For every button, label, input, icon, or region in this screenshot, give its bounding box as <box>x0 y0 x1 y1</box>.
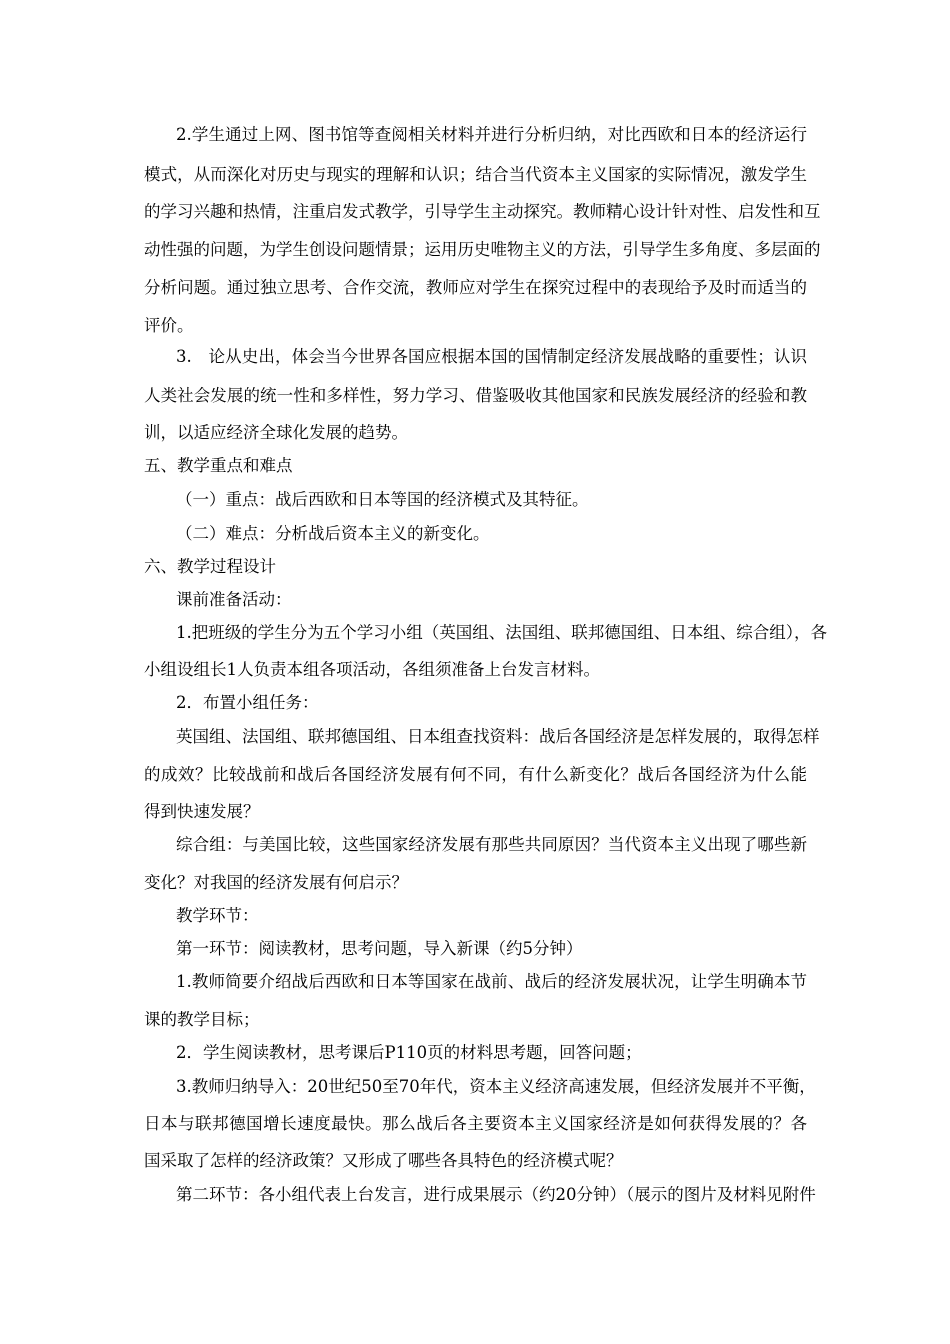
paragraph-line: 3.教师归纳导入：20世纪50至70年代，资本主义经济高速发展，但经济发展并不平衡， <box>176 1077 816 1096</box>
paragraph-line: 国采取了怎样的经济政策？又形成了哪些各具特色的经济模式呢？ <box>144 1151 623 1170</box>
paragraph-line: 课前准备活动： <box>176 590 292 609</box>
paragraph-line: 人类社会发展的统一性和多样性，努力学习、借鉴吸收其他国家和民族发展经济的经验和教 <box>144 386 807 405</box>
paragraph-line: 评价。 <box>144 316 194 335</box>
paragraph-line: 的学习兴趣和热情，注重启发式教学，引导学生主动探究。教师精心设计针对性、启发性和互 <box>144 202 821 221</box>
paragraph-line: 的成效？比较战前和战后各国经济发展有何不同，有什么新变化？战后各国经济为什么能 <box>144 765 807 784</box>
paragraph-line: 2．布置小组任务： <box>176 693 319 712</box>
paragraph-line: 动性强的问题，为学生创设问题情景；运用历史唯物主义的方法，引导学生多角度、多层面的 <box>144 240 821 259</box>
paragraph-line: 教学环节： <box>176 906 259 925</box>
paragraph-line: 1.教师简要介绍战后西欧和日本等国家在战前、战后的经济发展状况，让学生明确本节 <box>176 972 807 991</box>
paragraph-line: 得到快速发展？ <box>144 802 260 821</box>
section-heading: 五、教学重点和难点 <box>144 456 293 475</box>
paragraph-line: 模式，从而深化对历史与现实的理解和认识；结合当代资本主义国家的实际情况，激发学生 <box>144 165 807 184</box>
paragraph-line: 小组设组长1人负责本组各项活动，各组须准备上台发言材料。 <box>144 660 600 679</box>
paragraph-line: 2．学生阅读教材，思考课后P110页的材料思考题，回答问题； <box>176 1043 642 1062</box>
section-heading: 六、教学过程设计 <box>144 557 276 576</box>
paragraph-line: 第一环节：阅读教材，思考问题，导入新课（约5分钟） <box>176 939 583 958</box>
paragraph-line: 2.学生通过上网、图书馆等查阅相关材料并进行分析归纳，对比西欧和日本的经济运行 <box>176 125 807 144</box>
paragraph-line: （一）重点：战后西欧和日本等国的经济模式及其特征。 <box>176 490 589 509</box>
paragraph-line: 综合组：与美国比较，这些国家经济发展有那些共同原因？当代资本主义出现了哪些新 <box>176 835 807 854</box>
paragraph-line: 1.把班级的学生分为五个学习小组（英国组、法国组、联邦德国组、日本组、综合组），各 <box>176 623 827 642</box>
paragraph-line: 3. 论从史出，体会当今世界各国应根据本国的国情制定经济发展战略的重要性；认识 <box>176 347 807 366</box>
paragraph-line: （二）难点：分析战后资本主义的新变化。 <box>176 524 490 543</box>
paragraph-line: 课的教学目标； <box>144 1010 260 1029</box>
paragraph-line: 变化？对我国的经济发展有何启示？ <box>144 873 408 892</box>
paragraph-line: 训，以适应经济全球化发展的趋势。 <box>144 423 408 442</box>
paragraph-line: 英国组、法国组、联邦德国组、日本组查找资料：战后各国经济是怎样发展的，取得怎样 <box>176 727 820 746</box>
paragraph-line: 日本与联邦德国增长速度最快。那么战后各主要资本主义国家经济是如何获得发展的？各 <box>144 1114 807 1133</box>
paragraph-line: 分析问题。通过独立思考、合作交流，教师应对学生在探究过程中的表现给予及时而适当的 <box>144 278 807 297</box>
paragraph-line: 第二环节：各小组代表上台发言，进行成果展示（约20分钟）（展示的图片及材料见附件 <box>176 1185 816 1204</box>
